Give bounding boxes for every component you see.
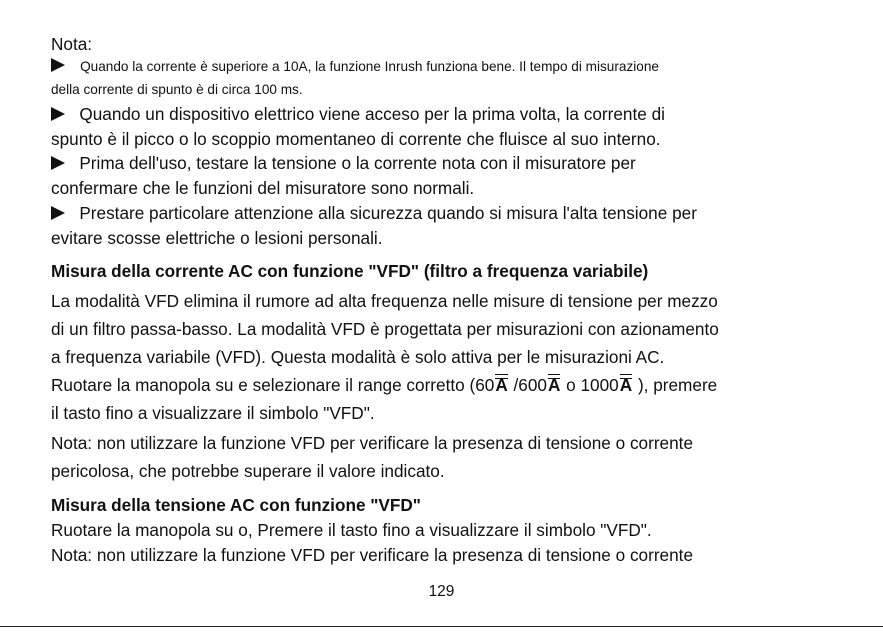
bullet-text: Prestare particolare attenzione alla sicurezza quando si misura l'alta tensione per [79,203,697,223]
section-heading-ac-current-vfd: Misura della corrente AC con funzione "VFD" (filtro a frequenza variabile) [51,261,649,281]
paragraph-line: a frequenza variabile (VFD). Questa modalità è solo attiva per le misurazioni AC. [51,347,665,367]
paragraph-line-range [51,375,717,396]
bullet-1-line-1 [51,58,659,74]
bullet-2-line-2: spunto è il picco o lo scoppio momentaneo di corrente che fluisce al suo interno. [51,129,661,149]
bottom-rule [0,626,883,627]
bullet-3-line-1 [51,153,636,174]
paragraph-line: il tasto fino a visualizzare il simbolo "VFD". [51,403,375,423]
range-text: /600 [508,375,547,395]
bullet-text: Quando un dispositivo elettrico viene acceso per la prima volta, la corrente di [79,104,665,124]
ac-ampere-symbol: A [495,375,508,395]
paragraph-line: di un filtro passa-basso. La modalità VFD è progettata per misurazioni con azionamento [51,319,719,339]
range-text: o 1000 [561,375,619,395]
ac-ampere-symbol: A [547,375,561,395]
bullet-triangle-icon [51,107,65,121]
note-line: Nota: non utilizzare la funzione VFD per verificare la presenza di tensione o corrente [51,433,694,453]
bullet-triangle-icon [51,206,65,220]
paragraph-line: Ruotare la manopola su o, Premere il tasto fino a visualizzare il simbolo "VFD". [51,520,652,540]
bullet-text: Prima dell'uso, testare la tensione o la corrente nota con il misuratore per [79,153,636,173]
page-number: 129 [428,583,455,600]
bullet-1-line-2: della corrente di spunto è di circa 100 ms. [51,82,303,97]
bullet-4-line-1 [51,203,697,224]
section-heading-ac-voltage-vfd: Misura della tensione AC con funzione "VFD" [51,495,421,515]
range-text: ), premere [633,375,718,395]
note-line: pericolosa, che potrebbe superare il valore indicato. [51,461,445,481]
bullet-2-line-1 [51,104,665,125]
bullet-3-line-2: confermare che le funzioni del misuratore sono normali. [51,178,475,198]
note-line: Nota: non utilizzare la funzione VFD per verificare la presenza di tensione o corrente [51,545,694,565]
nota-heading: Nota: [51,34,93,54]
bullet-triangle-icon [51,58,65,72]
range-text: Ruotare la manopola su e selezionare il range corretto (60 [51,375,495,395]
ac-ampere-symbol: A [619,375,633,395]
paragraph-line: La modalità VFD elimina il rumore ad alta frequenza nelle misure di tensione per mezzo [51,291,718,311]
bullet-text: Quando la corrente è superiore a 10A, la funzione Inrush funziona bene. Il tempo di misurazione [80,59,659,74]
bullet-triangle-icon [51,156,65,170]
bullet-4-line-2: evitare scosse elettriche o lesioni personali. [51,228,383,248]
